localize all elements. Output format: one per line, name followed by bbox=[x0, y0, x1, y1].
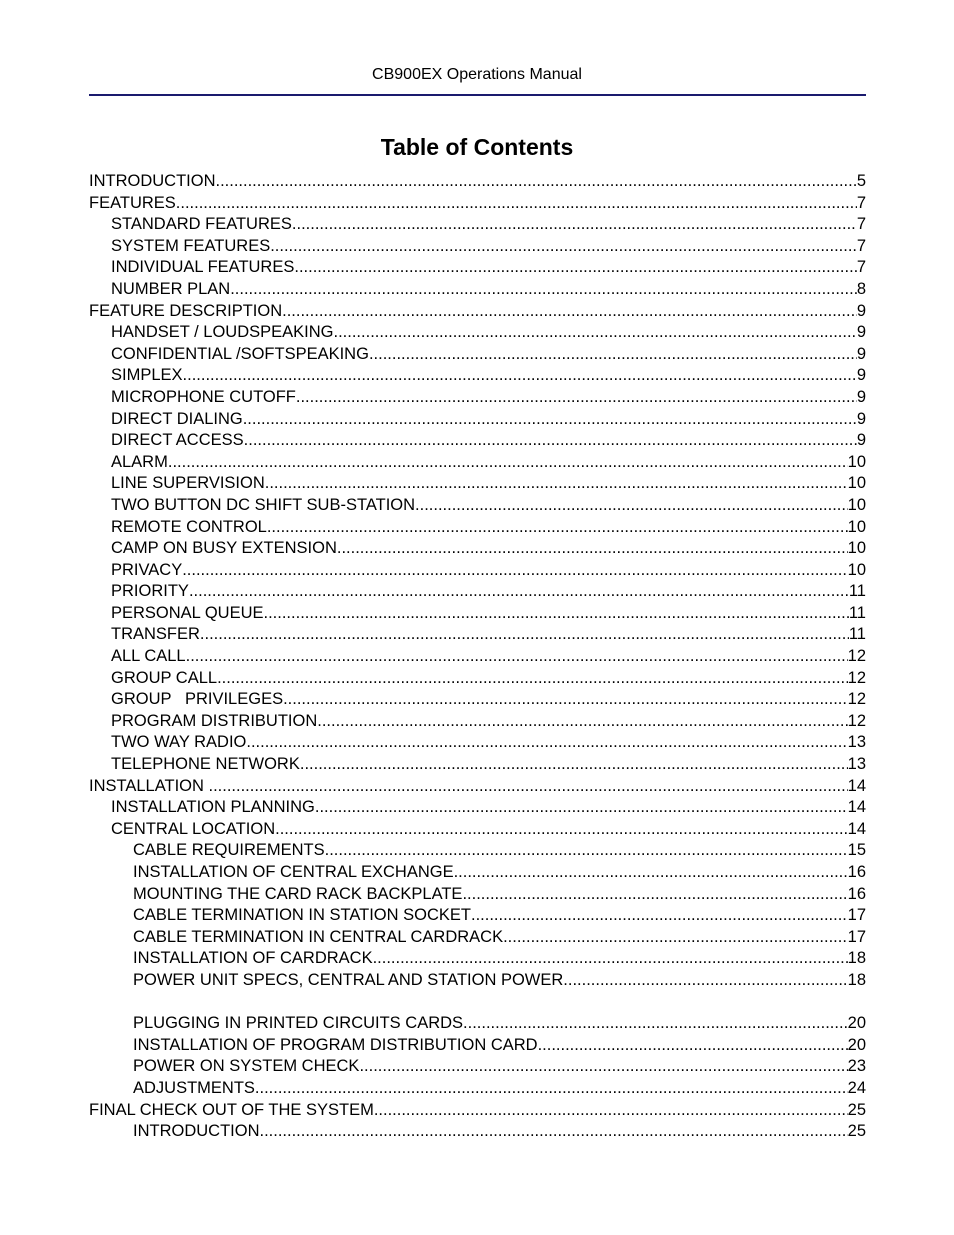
toc-entry[interactable] bbox=[89, 646, 866, 668]
toc-entry-title: REMOTE CONTROL bbox=[111, 517, 267, 536]
toc-entry[interactable] bbox=[89, 776, 866, 798]
toc-dot-leader bbox=[359, 1056, 847, 1078]
toc-entry[interactable] bbox=[89, 560, 866, 582]
toc-entry[interactable] bbox=[89, 322, 866, 344]
toc-entry[interactable] bbox=[89, 473, 866, 495]
toc-entry-title: POWER ON SYSTEM CHECK bbox=[133, 1057, 360, 1076]
toc-entry-page-number: 9 bbox=[856, 366, 866, 385]
toc-dot-leader bbox=[538, 1035, 848, 1057]
toc-entry-title: PROGRAM DISTRIBUTION bbox=[111, 711, 318, 730]
toc-dot-leader bbox=[244, 430, 857, 452]
toc-entry[interactable] bbox=[89, 409, 866, 431]
toc-entry-page-number: 10 bbox=[847, 495, 866, 514]
toc-dot-leader bbox=[415, 495, 848, 517]
toc-entry-page-number: 10 bbox=[847, 474, 866, 493]
toc-entry[interactable] bbox=[89, 927, 866, 949]
toc-entry-title: PLUGGING IN PRINTED CIRCUITS CARDS bbox=[133, 1014, 464, 1033]
toc-entry-title: POWER UNIT SPECS, CENTRAL AND STATION POWER bbox=[133, 970, 564, 989]
toc-entry[interactable] bbox=[89, 344, 866, 366]
toc-entry-page-number: 7 bbox=[856, 193, 866, 212]
toc-entry-title: GROUP PRIVILEGES bbox=[111, 690, 284, 709]
toc-entry-title: TWO WAY RADIO bbox=[111, 733, 247, 752]
document-header-title: CB900EX Operations Manual bbox=[372, 66, 582, 83]
toc-dot-leader bbox=[265, 473, 848, 495]
toc-entry[interactable] bbox=[89, 495, 866, 517]
toc-dot-leader bbox=[183, 365, 857, 387]
toc-entry-page-number: 13 bbox=[847, 755, 866, 774]
toc-entry[interactable] bbox=[89, 1121, 866, 1143]
toc-dot-leader bbox=[369, 344, 857, 366]
toc-entry[interactable] bbox=[89, 1078, 866, 1100]
toc-entry-title: INDIVIDUAL FEATURES bbox=[111, 258, 295, 277]
toc-dot-leader bbox=[209, 776, 848, 798]
toc-entry-page-number: 9 bbox=[856, 387, 866, 406]
toc-entry-page-number: 7 bbox=[856, 236, 866, 255]
toc-entry-title: INSTALLATION bbox=[89, 776, 209, 795]
toc-entry-page-number: 9 bbox=[856, 323, 866, 342]
toc-entry-page-number: 20 bbox=[847, 1035, 866, 1054]
toc-dot-leader bbox=[189, 581, 849, 603]
toc-dot-leader bbox=[563, 970, 847, 992]
toc-entry-title: SYSTEM FEATURES bbox=[111, 236, 271, 255]
toc-dot-leader bbox=[260, 1121, 848, 1143]
toc-entry-page-number: 12 bbox=[847, 690, 866, 709]
toc-dot-leader bbox=[503, 927, 848, 949]
toc-dot-leader bbox=[275, 819, 848, 841]
toc-dot-leader bbox=[217, 668, 848, 690]
toc-entry-title: CENTRAL LOCATION bbox=[111, 819, 276, 838]
toc-entry-page-number: 10 bbox=[847, 560, 866, 579]
toc-dot-leader bbox=[182, 560, 847, 582]
toc-entry-page-number: 20 bbox=[847, 1014, 866, 1033]
toc-entry-title: NUMBER PLAN bbox=[111, 279, 231, 298]
toc-heading: Table of Contents bbox=[380, 134, 574, 160]
toc-dot-leader bbox=[300, 754, 848, 776]
toc-entry-page-number: 25 bbox=[847, 1100, 866, 1119]
toc-entry-title: PRIORITY bbox=[111, 582, 189, 601]
toc-entry[interactable] bbox=[89, 884, 866, 906]
toc-dot-leader bbox=[317, 711, 847, 733]
toc-entry-title: TWO BUTTON DC SHIFT SUB-STATION bbox=[111, 495, 416, 514]
toc-entry-page-number: 8 bbox=[856, 279, 866, 298]
toc-entry-page-number: 15 bbox=[847, 841, 866, 860]
toc-dot-leader bbox=[294, 257, 856, 279]
toc-dot-leader bbox=[462, 884, 847, 906]
toc-entry[interactable] bbox=[89, 581, 866, 603]
toc-entry[interactable] bbox=[89, 171, 866, 193]
toc-entry[interactable] bbox=[89, 1056, 866, 1078]
toc-entry-title: INSTALLATION OF PROGRAM DISTRIBUTION CARD bbox=[133, 1035, 538, 1054]
toc-entry-title: MOUNTING THE CARD RACK BACKPLATE bbox=[133, 884, 463, 903]
toc-entry-title: DIRECT ACCESS bbox=[111, 431, 244, 450]
toc-dot-leader bbox=[374, 1100, 848, 1122]
toc-entry-title: INSTALLATION OF CARDRACK bbox=[133, 949, 373, 968]
toc-entry-page-number: 9 bbox=[856, 409, 866, 428]
toc-entry-page-number: 12 bbox=[847, 668, 866, 687]
toc-entry[interactable] bbox=[89, 452, 866, 474]
toc-entry-title: SIMPLEX bbox=[111, 366, 183, 385]
toc-entry[interactable] bbox=[89, 236, 866, 258]
header-divider bbox=[89, 94, 866, 96]
toc-dot-leader bbox=[176, 193, 857, 215]
toc-entry[interactable] bbox=[89, 689, 866, 711]
toc-entry[interactable] bbox=[89, 711, 866, 733]
toc-entry-title: GROUP CALL bbox=[111, 668, 218, 687]
toc-dot-leader bbox=[264, 603, 849, 625]
toc-entry-page-number: 16 bbox=[847, 884, 866, 903]
toc-entry-page-number: 17 bbox=[847, 906, 866, 925]
toc-dot-leader bbox=[243, 409, 857, 431]
toc-dot-leader bbox=[315, 797, 848, 819]
toc-entry-title: CABLE REQUIREMENTS bbox=[133, 841, 325, 860]
toc-dot-leader bbox=[471, 905, 848, 927]
toc-entry[interactable] bbox=[89, 1013, 866, 1035]
toc-entry[interactable] bbox=[89, 732, 866, 754]
toc-entry-page-number: 9 bbox=[856, 344, 866, 363]
toc-entry[interactable] bbox=[89, 301, 866, 323]
toc-entry-title: CONFIDENTIAL /SOFTSPEAKING bbox=[111, 344, 369, 363]
toc-entry-title: STANDARD FEATURES bbox=[111, 215, 292, 234]
toc-dot-leader bbox=[283, 689, 848, 711]
toc-entry-page-number: 9 bbox=[856, 431, 866, 450]
toc-entry-page-number: 16 bbox=[847, 863, 866, 881]
toc-entry-page-number: 14 bbox=[847, 798, 866, 817]
table-of-contents bbox=[89, 171, 866, 1143]
toc-dot-leader bbox=[296, 387, 857, 409]
toc-dot-leader bbox=[334, 322, 857, 344]
toc-entry-page-number: 10 bbox=[847, 452, 866, 471]
toc-entry[interactable] bbox=[89, 797, 866, 819]
toc-dot-leader bbox=[282, 301, 857, 323]
toc-entry-page-number: 10 bbox=[847, 517, 866, 536]
toc-entry[interactable] bbox=[89, 387, 866, 409]
toc-entry-page-number: 23 bbox=[847, 1057, 866, 1076]
toc-entry-title: ADJUSTMENTS bbox=[133, 1078, 255, 1097]
toc-dot-leader bbox=[337, 538, 848, 560]
toc-entry[interactable] bbox=[89, 970, 866, 992]
toc-entry[interactable] bbox=[89, 948, 866, 970]
toc-dot-leader bbox=[200, 624, 849, 646]
toc-entry-page-number: 11 bbox=[848, 625, 866, 644]
toc-entry-title: LINE SUPERVISION bbox=[111, 474, 265, 493]
toc-dot-leader bbox=[255, 1078, 848, 1100]
toc-entry-title: CABLE TERMINATION IN STATION SOCKET bbox=[133, 906, 471, 925]
toc-dot-leader bbox=[246, 732, 847, 754]
toc-entry-title: TELEPHONE NETWORK bbox=[111, 755, 300, 774]
toc-entry-page-number: 14 bbox=[847, 819, 866, 838]
toc-entry-title: FEATURE DESCRIPTION bbox=[89, 301, 283, 320]
toc-entry-title: INSTALLATION PLANNING bbox=[111, 798, 315, 817]
toc-entry-title: DIRECT DIALING bbox=[111, 409, 243, 428]
toc-entry-page-number: 18 bbox=[847, 949, 866, 968]
toc-entry-title: CAMP ON BUSY EXTENSION bbox=[111, 539, 337, 558]
toc-entry-page-number: 5 bbox=[856, 172, 866, 190]
toc-entry-title: ALL CALL bbox=[111, 647, 186, 666]
toc-entry-page-number: 11 bbox=[848, 582, 866, 601]
toc-entry-title: HANDSET / LOUDSPEAKING bbox=[111, 323, 334, 342]
toc-entry-page-number: 10 bbox=[847, 539, 866, 558]
toc-dot-leader bbox=[267, 517, 848, 539]
toc-entry[interactable] bbox=[89, 257, 866, 279]
toc-dot-leader bbox=[292, 214, 857, 236]
toc-entry[interactable] bbox=[89, 840, 866, 862]
toc-entry-page-number: 24 bbox=[847, 1078, 866, 1097]
toc-dot-leader bbox=[463, 1013, 848, 1035]
toc-entry-title: INSTALLATION OF CENTRAL EXCHANGE bbox=[133, 863, 454, 881]
toc-entry[interactable] bbox=[89, 1100, 866, 1122]
toc-entry-title: INTRODUCTION bbox=[133, 1122, 260, 1141]
toc-entry[interactable] bbox=[89, 214, 866, 236]
toc-entry[interactable] bbox=[89, 279, 866, 301]
toc-dot-leader bbox=[230, 279, 857, 301]
toc-entry[interactable] bbox=[89, 603, 866, 625]
toc-entry[interactable] bbox=[89, 193, 866, 215]
toc-entry[interactable] bbox=[89, 517, 866, 539]
toc-entry-page-number: 11 bbox=[848, 603, 866, 622]
toc-entry-page-number: 25 bbox=[847, 1122, 866, 1141]
toc-entry-page-number: 7 bbox=[856, 258, 866, 277]
toc-dot-leader bbox=[454, 862, 848, 884]
toc-entry-title: PRIVACY bbox=[111, 560, 183, 579]
toc-entry-page-number: 9 bbox=[856, 301, 866, 320]
toc-entry[interactable] bbox=[89, 365, 866, 387]
toc-entry-page-number: 12 bbox=[847, 647, 866, 666]
toc-entry-page-number: 12 bbox=[847, 711, 866, 730]
toc-entry[interactable] bbox=[89, 819, 866, 841]
toc-entry[interactable] bbox=[89, 668, 866, 690]
toc-entry[interactable] bbox=[89, 1035, 866, 1057]
toc-entry[interactable] bbox=[89, 905, 866, 927]
toc-entry-page-number: 17 bbox=[847, 927, 866, 946]
toc-entry-page-number: 13 bbox=[847, 733, 866, 752]
toc-entry-page-number: 18 bbox=[847, 970, 866, 989]
toc-entry-title: ALARM bbox=[111, 452, 168, 471]
toc-entry-title: MICROPHONE CUTOFF bbox=[111, 387, 296, 406]
toc-entry[interactable] bbox=[89, 430, 866, 452]
toc-entry-title: FINAL CHECK OUT OF THE SYSTEM bbox=[89, 1100, 374, 1119]
toc-entry-title: INTRODUCTION bbox=[89, 172, 216, 190]
toc-dot-leader bbox=[168, 452, 848, 474]
toc-dot-leader bbox=[186, 646, 848, 668]
toc-entry-page-number: 7 bbox=[856, 215, 866, 234]
toc-entry[interactable] bbox=[89, 754, 866, 776]
toc-dot-leader bbox=[270, 236, 857, 258]
toc-entry-title: TRANSFER bbox=[111, 625, 200, 644]
toc-entry-title: FEATURES bbox=[89, 193, 176, 212]
toc-entry-title: CABLE TERMINATION IN CENTRAL CARDRACK bbox=[133, 927, 504, 946]
toc-entry-page-number: 14 bbox=[847, 776, 866, 795]
toc-entry[interactable] bbox=[89, 862, 866, 884]
toc-entry[interactable] bbox=[89, 538, 866, 560]
toc-dot-leader bbox=[373, 948, 848, 970]
toc-dot-leader bbox=[325, 840, 848, 862]
toc-entry[interactable] bbox=[89, 624, 866, 646]
toc-entry-title: PERSONAL QUEUE bbox=[111, 603, 264, 622]
toc-dot-leader bbox=[216, 171, 857, 193]
